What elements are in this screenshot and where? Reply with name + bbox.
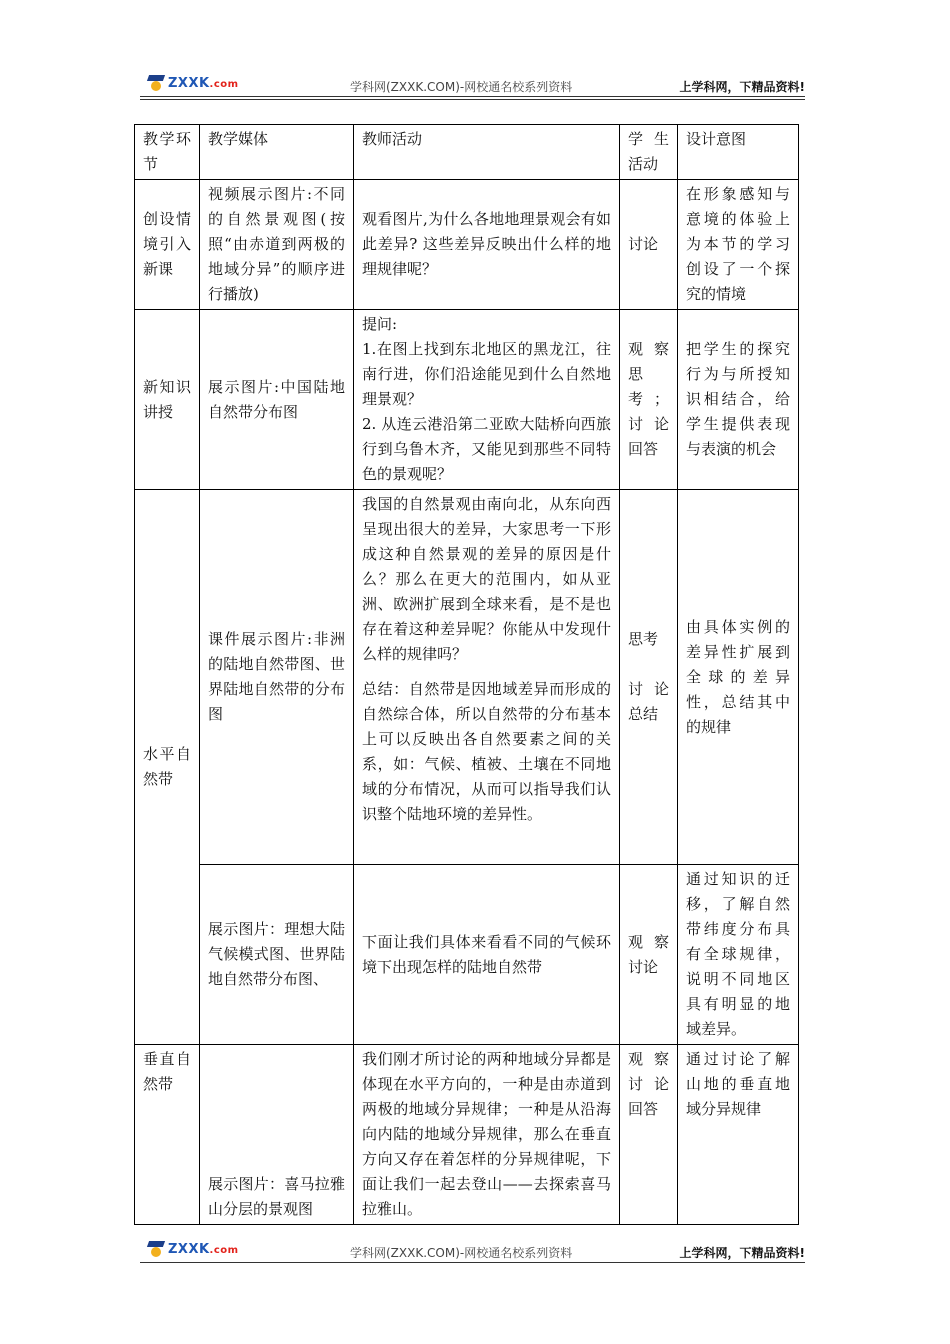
footer-slogan: 上学科网，下精品资料! bbox=[679, 1246, 805, 1260]
intent-cell: 由具体实例的差异性扩展到全球的差异性，总结其中的规律 bbox=[678, 490, 799, 865]
header-stage: 教学环节 bbox=[135, 125, 200, 180]
table-row bbox=[135, 180, 799, 310]
logo-suffix: .com bbox=[209, 78, 239, 90]
intent-cell: 把学生的探究行为与所授知识相结合，给学生提供表现与表演的机会 bbox=[678, 310, 799, 490]
teacher-line: 提问: bbox=[362, 315, 398, 333]
header-center-text: 学科网(ZXXK.COM)-网校通名校系列资料 bbox=[350, 80, 573, 94]
footer-center-text: 学科网(ZXXK.COM)-网校通名校系列资料 bbox=[350, 1246, 573, 1260]
teacher-cell: 观看图片,为什么各地地理景观会有如此差异? 这些差异反映出什么样的地理规律呢？ bbox=[354, 180, 620, 310]
logo-text: ZXXK bbox=[168, 75, 210, 91]
lesson-plan-table bbox=[134, 124, 799, 1225]
teacher-line: 2. 从连云港沿第二亚欧大陆桥向西旅行到乌鲁木齐，又能见到那些不同特色的景观呢？ bbox=[362, 415, 611, 483]
header-student: 学生活动 bbox=[620, 125, 678, 180]
header-intent: 设计意图 bbox=[678, 125, 799, 180]
teacher-cell bbox=[354, 490, 620, 865]
header-rule-double bbox=[140, 99, 805, 100]
header-slogan: 上学科网，下精品资料! bbox=[679, 80, 805, 94]
media-cell: 展示图片:中国陆地自然带分布图 bbox=[200, 310, 354, 490]
media-cell: 展示图片：理想大陆气候模式图、世界陆地自然带分布图、 bbox=[200, 865, 354, 1045]
graduate-mascot-icon bbox=[146, 73, 168, 93]
student-activity: 思考 bbox=[628, 630, 659, 648]
zxxk-logo[interactable] bbox=[146, 1238, 239, 1260]
table-row bbox=[135, 310, 799, 490]
footer-rule bbox=[140, 1262, 805, 1263]
header-media: 教学媒体 bbox=[200, 125, 354, 180]
intent-cell: 通过讨论了解山地的垂直地域分异规律 bbox=[678, 1045, 799, 1225]
header-teacher: 教师活动 bbox=[354, 125, 620, 180]
page-footer bbox=[140, 1238, 805, 1264]
teacher-paragraph: 我国的自然景观由南向北，从东向西呈现出很大的差异，大家思考一下形成这种自然景观的差异的原因是什么？那么在更大的范围内，如从亚洲、欧洲扩展到全球来看，是不是也存在着这种差异呢？你能从中发现什么样的规律吗？ bbox=[362, 495, 611, 663]
header-rule bbox=[140, 96, 805, 97]
table-row bbox=[135, 865, 799, 1045]
teacher-line: 1.在图上找到东北地区的黑龙江，往南行进，你们沿途能见到什么自然地理景观？ bbox=[362, 340, 611, 408]
media-cell: 课件展示图片:非洲的陆地自然带图、世界陆地自然带的分布图 bbox=[200, 490, 354, 865]
media-cell: 视频展示图片:不同的自然景观图(按照“由赤道到两极的地域分异”的顺序进行播放) bbox=[200, 180, 354, 310]
teacher-summary: 总结：自然带是因地域差异而形成的自然综合体，所以自然带的分布基本上可以反映出各自然要素之间的关系，如：气候、植被、土壤在不同地域的分布情况，从而可以指导我们认识整个陆地环境的差异性。 bbox=[362, 680, 611, 823]
page-header bbox=[140, 72, 805, 98]
logo-text: ZXXK bbox=[168, 1241, 210, 1257]
intent-cell: 通过知识的迁移，了解自然带纬度分布具有全球规律，说明不同地区具有明显的地域差异。 bbox=[678, 865, 799, 1045]
student-cell: 讨论 bbox=[620, 180, 678, 310]
graduate-mascot-icon bbox=[146, 1239, 168, 1259]
zxxk-logo[interactable] bbox=[146, 72, 239, 94]
media-cell: 展示图片：喜马拉雅山分层的景观图 bbox=[200, 1045, 354, 1225]
logo-suffix: .com bbox=[209, 1244, 239, 1256]
stage-cell: 垂直自然带 bbox=[135, 1045, 200, 1225]
teacher-cell bbox=[354, 310, 620, 490]
student-cell: 观察讨论 bbox=[620, 865, 678, 1045]
stage-cell: 新知识讲授 bbox=[135, 310, 200, 490]
table-row bbox=[135, 490, 799, 865]
intent-cell: 在形象感知与意境的体验上为本节的学习创设了一个探究的情境 bbox=[678, 180, 799, 310]
student-cell: 观察思考；讨论回答 bbox=[620, 310, 678, 490]
student-activity: 讨论总结 bbox=[628, 680, 669, 723]
teacher-cell: 我们刚才所讨论的两种地域分异都是体现在水平方向的，一种是由赤道到两极的地域分异规律；一种是从沿海向内陆的地域分异规律，那么在垂直方向又存在着怎样的分异规律呢，下面让我们一起去登山——去探索喜马拉雅山。 bbox=[354, 1045, 620, 1225]
table-row bbox=[135, 1045, 799, 1225]
student-cell bbox=[620, 490, 678, 865]
stage-cell: 水平自然带 bbox=[135, 490, 200, 1045]
stage-cell: 创设情境引入新课 bbox=[135, 180, 200, 310]
table-header-row bbox=[135, 125, 799, 180]
student-cell: 观察讨论回答 bbox=[620, 1045, 678, 1225]
teacher-cell: 下面让我们具体来看看不同的气候环境下出现怎样的陆地自然带 bbox=[354, 865, 620, 1045]
